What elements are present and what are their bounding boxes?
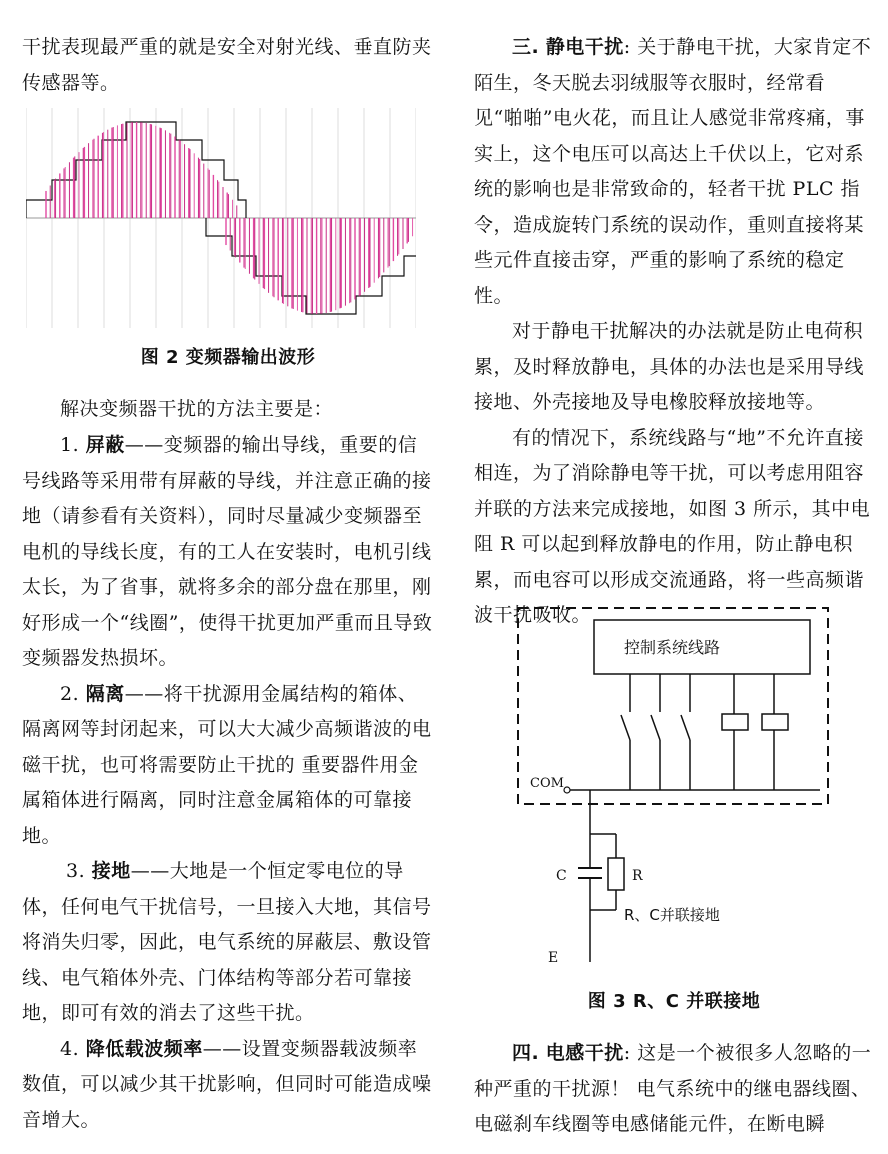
method-item-shielding xyxy=(22,428,434,677)
relay-coil-1 xyxy=(722,714,748,730)
capacitor-label: C xyxy=(556,868,567,884)
relay-coil-2 xyxy=(762,714,788,730)
rc-grounding-diagram xyxy=(474,600,874,970)
switch-2 xyxy=(651,715,660,740)
switch-3 xyxy=(681,715,690,740)
item-text: ——将干扰源用金属结构的箱体、隔离网等封闭起来，可以大大减少高频谐波的电磁干扰，也可将需要防止干扰的 重要器件用金属箱体进行隔离，同时注意金属箱体的可靠接地。 xyxy=(22,682,432,847)
earth-label: E xyxy=(548,950,559,966)
section-3 xyxy=(474,30,874,634)
paragraph-static-solution: 对于静电干扰解决的办法就是防止电荷积累，及时释放静电，具体的办法也是采用导线接地、外壳接地及导电橡胶释放接地等。 xyxy=(474,320,865,413)
method-item-carrier xyxy=(22,1032,434,1139)
section-number: 三. xyxy=(512,36,540,58)
paragraph-continuation: 干扰表现最严重的就是安全对射光线、垂直防夹传感器等。 xyxy=(22,36,432,94)
method-item-isolation xyxy=(22,677,434,855)
resistor-r xyxy=(608,858,624,890)
section-text: : 关于静电干扰，大家肯定不陌生，冬天脱去羽绒服等衣服时，经常看见“啪啪”电火花，而且让人感觉非常疼痛，事实上，这个电压可以高达上千伏以上，它对系统的影响也是非常致命的，轻者干扰 PLC 指令，造成旋转门系统的误动作，重则直接将某些元件直接击穿，严重的影响了系统的稳定性。 xyxy=(474,36,872,307)
item-text: ——大地是一个恒定零电位的导体，任何电气干扰信号，一旦接入大地，其信号将消失归零，因此，电气系统的屏蔽层、敷设管线、电气箱体外壳、门体结构等部分若可靠接地，即可有效的消去了这些干扰。 xyxy=(22,860,432,1024)
item-number: 3. xyxy=(66,860,86,882)
item-number: 2. xyxy=(60,682,80,705)
rc-label: R、C并联接地 xyxy=(624,906,720,924)
resistor-label: R xyxy=(632,868,643,884)
item-text: ——设置变频器载波频率数值，可以减少其干扰影响，但同时可能造成噪音增大。 xyxy=(22,1037,432,1131)
methods-list xyxy=(22,428,434,1138)
waveform-figure xyxy=(26,108,416,328)
section-number: 四. xyxy=(512,1042,540,1064)
item-number: 4. xyxy=(60,1037,80,1060)
section-title: 静电干扰 xyxy=(545,36,624,58)
section-4-paragraph xyxy=(474,1036,874,1143)
control-circuit-label: 控制系统线路 xyxy=(624,638,721,657)
methods-intro: 解决变频器干扰的方法主要是： xyxy=(60,398,334,420)
com-label: COM xyxy=(530,776,564,791)
item-title: 隔离 xyxy=(85,682,125,705)
item-title: 降低载波频率 xyxy=(85,1037,203,1060)
figure-2-caption: 图 2 变频器输出波形 xyxy=(140,347,316,368)
item-text: ——变频器的输出导线，重要的信号线路等采用带有屏蔽的导线，并注意正确的接地（请参看有关资料），同时尽量减少变频器至电机的导线长度，有的工人在安装时，电机引线太长，为了省事，就将多余的部分盘在那里，刚好形成一个“线圈”，使得干扰更加严重而且导致变频器发热损坏。 xyxy=(22,434,433,669)
item-title: 接地 xyxy=(91,860,131,882)
section-3-paragraph xyxy=(474,30,874,314)
section-title: 电感干扰 xyxy=(545,1042,624,1064)
item-title: 屏蔽 xyxy=(85,434,125,456)
section-text: : 这是一个被很多人忽略的一种严重的干扰源！ 电气系统中的继电器线圈、电磁刹车线圈等电感储能元件，在断电瞬 xyxy=(474,1042,872,1135)
paragraph-rc-grounding: 有的情况下，系统线路与“地”不允许直接相连，为了消除静电等干扰，可以考虑用阻容并联的方法来完成接地，如图 3 所示，其中电阻 R 可以起到释放静电的作用，防止静电积累，而电容可以形成交流通路，将一些高频谐波干扰吸收。 xyxy=(474,426,871,626)
item-number: 1. xyxy=(60,434,80,456)
switch-1 xyxy=(621,715,630,740)
method-item-grounding xyxy=(22,854,434,1032)
figure-3-caption: 图 3 R、C 并联接地 xyxy=(587,991,761,1012)
